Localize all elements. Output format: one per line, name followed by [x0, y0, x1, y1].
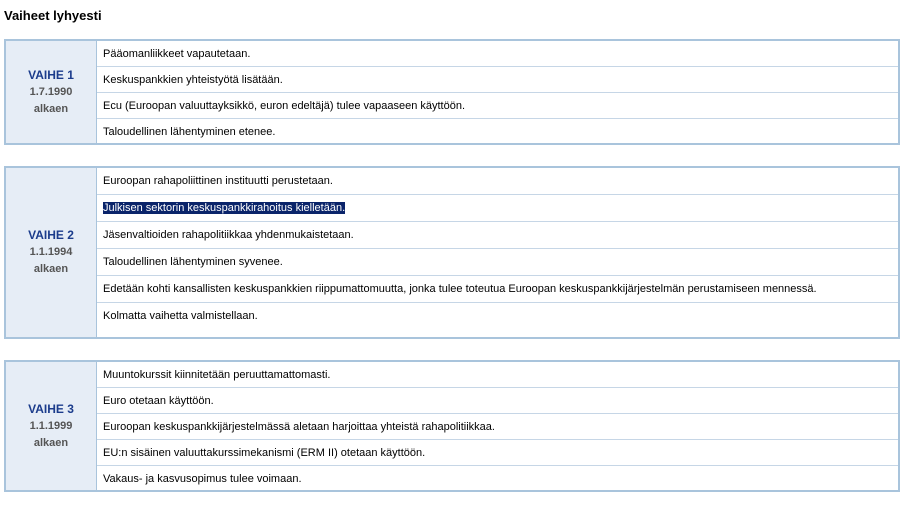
stage-from: alkaen [33, 263, 69, 275]
stage-1-table [4, 39, 900, 145]
step-text[interactable]: Pääomanliikkeet vapautetaan. [103, 48, 251, 60]
stage-from: alkaen [33, 436, 69, 449]
step-text[interactable]: Edetään kohti kansallisten keskuspankkien riippumattomuutta, jonka tulee toteutua Euroopan keskuspankkijärjestelmän perustamiseen mennessä. [103, 283, 817, 295]
step-row [97, 222, 898, 249]
stage-date: 1.1.1994 [29, 246, 73, 258]
step-text[interactable]: Keskuspankkien yhteistyötä lisätään. [103, 74, 283, 86]
step-text[interactable]: EU:n sisäinen valuuttakurssimekanismi (ERM II) otetaan käyttöön. [103, 447, 426, 459]
selected-step-text[interactable]: Julkisen sektorin keskuspankkirahoitus kielletään. [103, 202, 346, 214]
step-row [97, 168, 898, 195]
step-row [97, 41, 898, 67]
stage-date: 1.1.1999 [29, 419, 73, 432]
step-text[interactable]: Taloudellinen lähentyminen syvenee. [103, 256, 283, 268]
step-row [97, 67, 898, 93]
step-text[interactable]: Taloudellinen lähentyminen etenee. [103, 126, 276, 138]
step-row [97, 388, 898, 414]
step-text[interactable]: Kolmatta vaihetta valmistellaan. [103, 310, 258, 322]
stage-3-table [4, 360, 900, 492]
page-title: Vaiheet lyhyesti [4, 8, 102, 23]
stage-from: alkaen [33, 102, 69, 115]
stage-date: 1.7.1990 [29, 85, 73, 98]
stage-2-label [6, 168, 97, 337]
step-text[interactable]: Muuntokurssit kiinnitetään peruuttamattomasti. [103, 369, 331, 381]
step-row [97, 119, 898, 145]
step-text[interactable]: Ecu (Euroopan valuuttayksikkö, euron edeltäjä) tulee vapaaseen käyttöön. [103, 100, 466, 112]
stage-name: VAIHE 2 [28, 228, 74, 242]
step-text[interactable]: Jäsenvaltioiden rahapolitiikkaa yhdenmukaistetaan. [103, 229, 354, 241]
step-row [97, 414, 898, 440]
stage-3-label [6, 362, 97, 490]
stage-1-steps [97, 41, 898, 143]
step-text[interactable]: Euroopan keskuspankkijärjestelmässä aletaan harjoittaa yhteistä rahapolitiikkaa. [103, 421, 495, 433]
stage-name: VAIHE 1 [28, 67, 74, 82]
step-row [97, 93, 898, 119]
step-row [97, 466, 898, 492]
step-row [97, 303, 898, 329]
step-text[interactable]: Euro otetaan käyttöön. [103, 395, 214, 407]
step-row [97, 276, 898, 303]
step-row [97, 249, 898, 276]
step-text[interactable]: Euroopan rahapoliittinen instituutti perustetaan. [103, 175, 333, 187]
stage-name: VAIHE 3 [28, 401, 74, 416]
stage-2-steps [97, 168, 898, 337]
stage-2-table [4, 166, 900, 339]
step-row [97, 195, 898, 222]
step-row [97, 440, 898, 466]
step-text[interactable]: Vakaus- ja kasvusopimus tulee voimaan. [103, 473, 302, 485]
step-row [97, 362, 898, 388]
stage-3-steps [97, 362, 898, 490]
stage-1-label [6, 41, 97, 143]
